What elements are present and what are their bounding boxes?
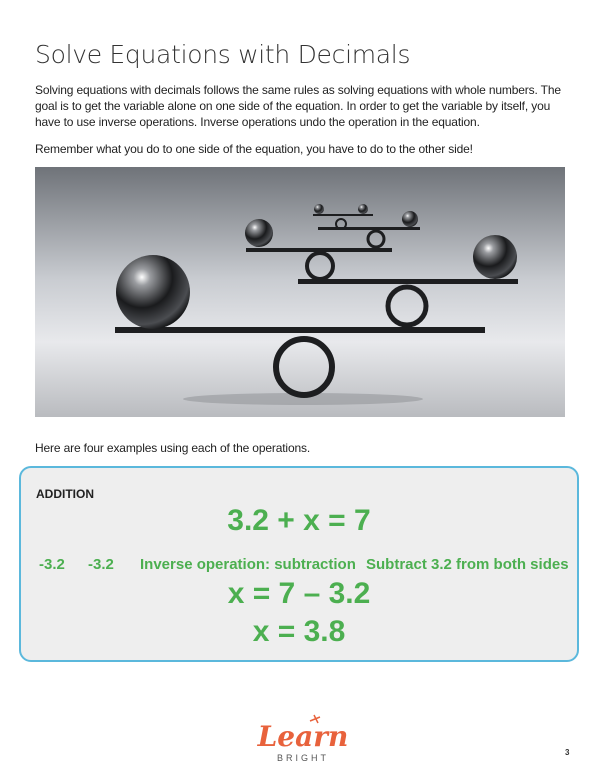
examples-intro: Here are four examples using each of the operations. xyxy=(35,441,311,455)
inverse-operation-label: Inverse operation: subtraction xyxy=(140,556,356,573)
step-instruction: Subtract 3.2 from both sides xyxy=(366,556,569,573)
left-subtract-value: -3.2 xyxy=(39,556,65,573)
original-equation: 3.2 + x = 7 xyxy=(227,504,371,537)
balance-spheres-photo xyxy=(35,167,565,417)
example-heading: ADDITION xyxy=(36,487,94,501)
right-subtract-value: -3.2 xyxy=(88,556,114,573)
addition-example-box xyxy=(19,466,579,662)
logo-subword: BRIGHT xyxy=(276,753,330,763)
page-number: 3 xyxy=(565,748,570,757)
rewritten-equation: x = 7 – 3.2 xyxy=(227,577,371,610)
solution-equation: x = 3.8 xyxy=(252,615,346,648)
learn-bright-logo xyxy=(248,713,358,765)
page-title: Solve Equations with Decimals xyxy=(35,40,411,69)
reminder-paragraph: Remember what you do to one side of the equation, you have to do to the other side! xyxy=(35,142,473,156)
intro-paragraph: Solving equations with decimals follows the same rules as solving equations with whole numbers. The goal is to get the variable alone on one side of the equation. In order to get the variable by itself, you have to use inverse operations. Inverse operations undo the operation in the equation. xyxy=(35,83,561,129)
logo-word: Learn xyxy=(257,720,349,753)
